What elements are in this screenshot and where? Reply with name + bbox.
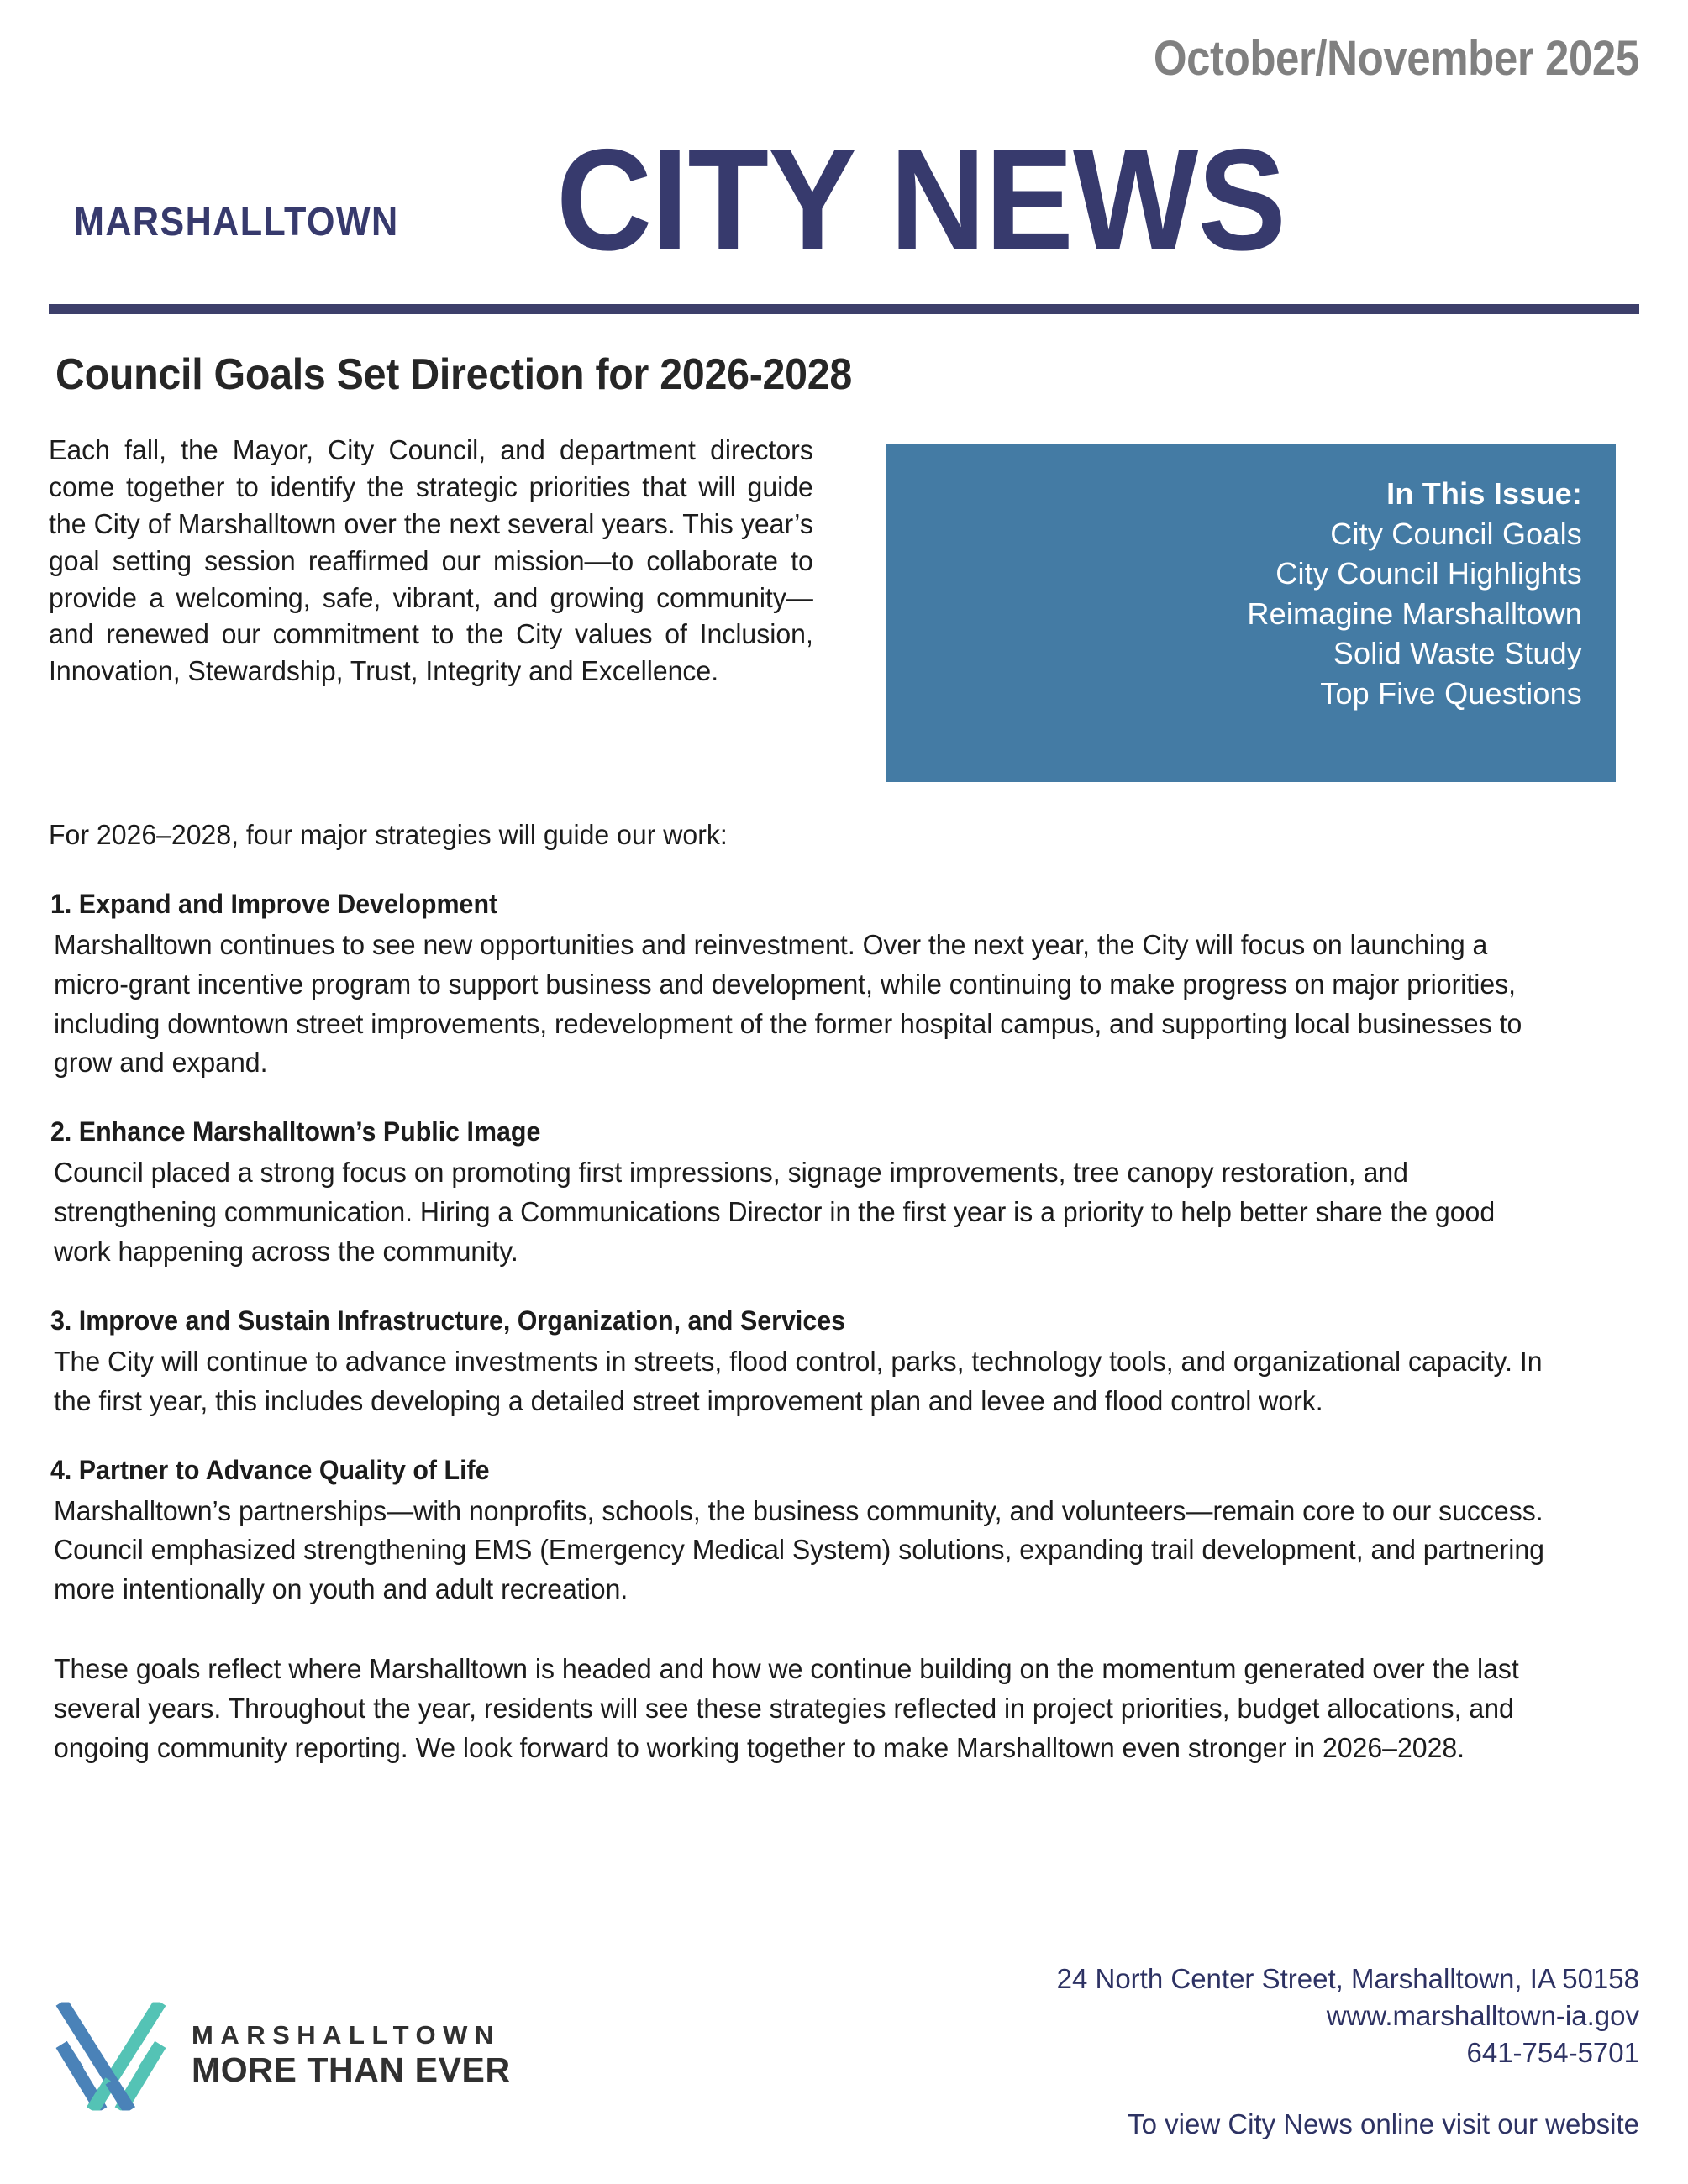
masthead-publication-title: CITY NEWS: [556, 119, 1286, 281]
goal-body: Council placed a strong focus on promoting first impressions, signage improvements, tree canopy restoration, and strengthening communication. Hiring a Communications Director in the first year is a priority to help better share the good work happening across the community.: [54, 1157, 1496, 1268]
closing-paragraph: These goals reflect where Marshalltown is headed and how we continue building on the momentum generated over the last several years. Throughout the year, residents will see these strategies reflected in project priorities, budget allocations, and ongoing community reporting. We look forward to working together to make Marshalltown even stronger in 2026–2028.: [54, 1653, 1519, 1763]
footer-address: 24 North Center Street, Marshalltown, IA 50158: [1056, 1963, 1639, 1994]
goal-body: Marshalltown’s partnerships—with nonprofits, schools, the business community, and volunteers—remain core to our success. Council emphasized strengthening EMS (Emergency Medical System) solutions, expanding trail development, and partnering more intentionally on youth and adult recreation.: [54, 1494, 1544, 1605]
masthead-city-name: MARSHALLTOWN: [74, 200, 399, 244]
footer-contact-block: [1057, 1961, 1639, 2140]
footer: [49, 1961, 1639, 2154]
footer-online-note: To view City News online visit our website: [1128, 2108, 1639, 2139]
goal-block: [49, 1305, 1639, 1421]
goal-block: [49, 1455, 1639, 1610]
footer-website[interactable]: www.marshalltown-ia.gov: [1326, 1999, 1639, 2031]
goal-heading: 4. Partner to Advance Quality of Life: [50, 1454, 490, 1485]
goal-body: The City will continue to advance investments in streets, flood control, parks, technology tools, and organizational capacity. In the first year, this includes developing a detailed street improvement plan and levee and flood control work.: [54, 1345, 1543, 1416]
logo-tagline: MORE THAN EVER: [192, 2050, 511, 2089]
issue-item[interactable]: Top Five Questions: [1320, 675, 1582, 711]
goal-heading: 2. Enhance Marshalltown’s Public Image: [50, 1116, 541, 1147]
logo-city-name: MARSHALLTOWN: [192, 2020, 501, 2050]
intro-column: [49, 432, 837, 690]
city-brand-logo: [52, 1998, 511, 2115]
goal-heading: 3. Improve and Sustain Infrastructure, Organization, and Services: [50, 1305, 846, 1336]
goal-block: [49, 889, 1639, 1083]
in-this-issue-title: In This Issue:: [1386, 476, 1582, 511]
intro-and-issue-row: [49, 432, 1639, 768]
lead-paragraph: For 2026–2028, four major strategies will guide our work:: [49, 819, 728, 850]
goal-heading: 1. Expand and Improve Development: [50, 888, 498, 919]
intro-paragraph: Each fall, the Mayor, City Council, and department directors come together to identify the strategic priorities that will guide the City of Marshalltown over the next several years. This year’s goal setting session reaffirmed our mission—to collaborate to provide a welcoming, safe, vibrant, and growing community—and renewed our commitment to the City values of Inclusion, Innovation, Stewardship, Trust, Integrity and Excellence.: [49, 434, 813, 687]
in-this-issue-box: [886, 444, 1616, 782]
woven-m-logo-icon: [52, 1998, 170, 2115]
masthead: [0, 0, 1688, 312]
article-headline: Council Goals Set Direction for 2026-2028: [55, 350, 853, 399]
issue-item[interactable]: Solid Waste Study: [1333, 636, 1582, 671]
issue-item[interactable]: City Council Goals: [1330, 516, 1582, 551]
goal-block: [49, 1116, 1639, 1272]
goal-body: Marshalltown continues to see new opportunities and reinvestment. Over the next year, the City will focus on launching a micro-grant incentive program to support business and development, while continuing to make progress on major priorities, including downtown street improvements, redevelopment of the former hospital campus, and supporting local businesses to grow and expand.: [54, 928, 1522, 1079]
content-area: [0, 349, 1688, 1768]
masthead-divider-rule: [49, 304, 1639, 314]
logo-wordmark: [192, 2020, 511, 2092]
issue-date: October/November 2025: [1154, 31, 1639, 86]
issue-item[interactable]: City Council Highlights: [1275, 556, 1582, 591]
masthead-title-row: [52, 119, 1639, 281]
issue-item[interactable]: Reimagine Marshalltown: [1247, 596, 1582, 631]
footer-phone[interactable]: 641-754-5701: [1466, 2036, 1639, 2068]
